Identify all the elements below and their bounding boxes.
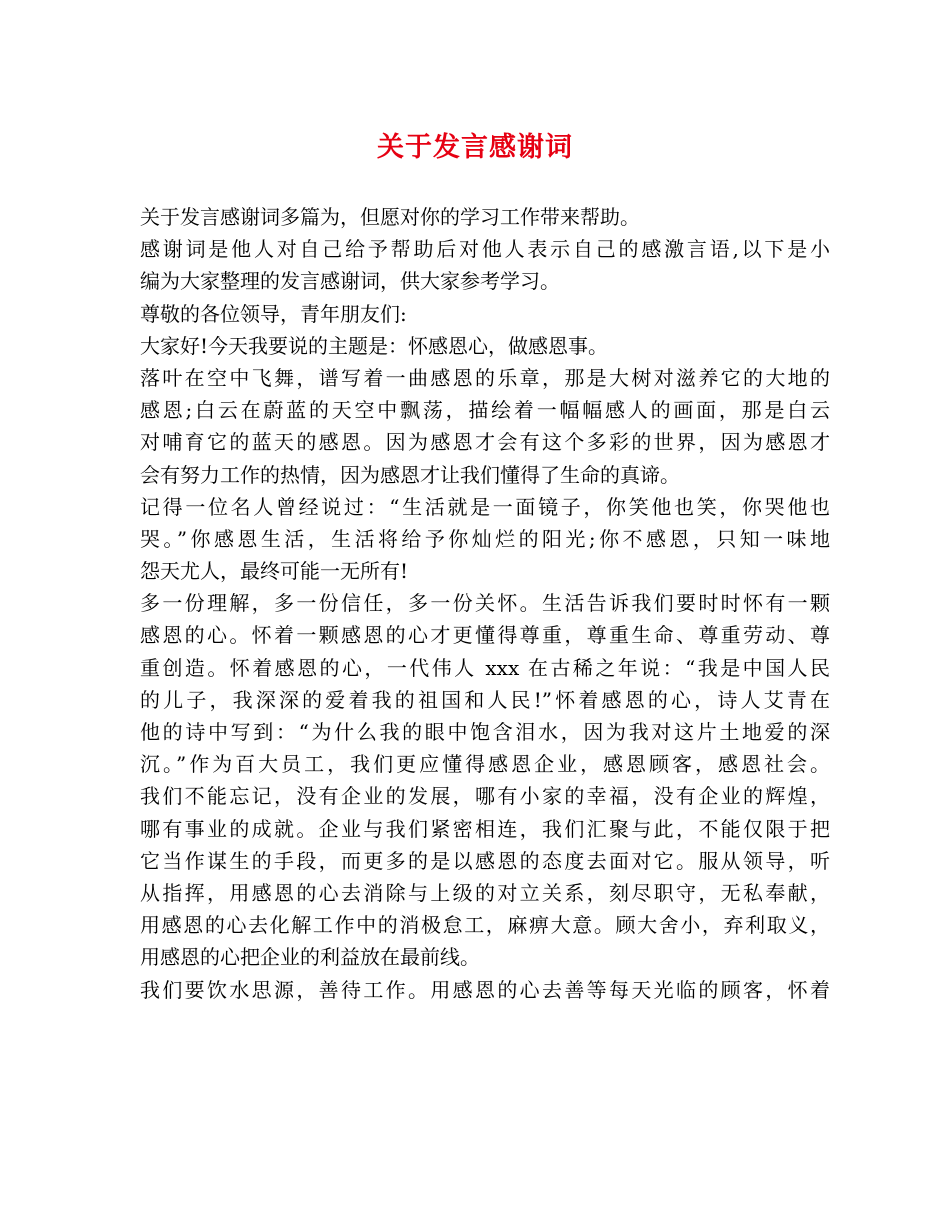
text-line: 感谢词是他人对自己给予帮助后对他人表示自己的感激言语,以下是小 bbox=[140, 237, 830, 262]
text-line: 会有努力工作的热情，因为感恩才让我们懂得了生命的真谛。 bbox=[140, 462, 680, 487]
text-line: 用感恩的心把企业的利益放在最前线。 bbox=[140, 945, 480, 970]
text-line: 多一份理解，多一份信任，多一份关怀。生活告诉我们要时时怀有一颗 bbox=[140, 591, 830, 616]
text-line: 它当作谋生的手段，而更多的是以感恩的态度去面对它。服从领导，听 bbox=[140, 848, 830, 873]
text-line: 我们要饮水思源，善待工作。用感恩的心去善等每天光临的顾客，怀着 bbox=[140, 977, 830, 1002]
text-line: 哪有事业的成就。企业与我们紧密相连，我们汇聚与此，不能仅限于把 bbox=[140, 816, 830, 841]
text-line: 重创造。怀着感恩的心，一代伟人 xxx 在古稀之年说：“我是中国人民 bbox=[140, 655, 830, 680]
text-line: 怨天尤人，最终可能一无所有! bbox=[140, 559, 409, 584]
text-line: 感恩的心。怀着一颗感恩的心才更懂得尊重，尊重生命、尊重劳动、尊 bbox=[140, 623, 830, 648]
text-line: 感恩;白云在蔚蓝的天空中飘荡，描绘着一幅幅感人的画面，那是白云 bbox=[140, 398, 830, 423]
document-title: 关于发言感谢词 bbox=[377, 132, 573, 163]
text-line: 大家好!今天我要说的主题是：怀感恩心，做感恩事。 bbox=[140, 333, 609, 358]
text-line: 落叶在空中飞舞，谱写着一曲感恩的乐章，那是大树对滋养它的大地的 bbox=[140, 365, 830, 390]
document-body bbox=[140, 201, 830, 1006]
text-line: 尊敬的各位领导，青年朋友们: bbox=[140, 301, 407, 326]
text-line: 哭。”你感恩生活，生活将给予你灿烂的阳光;你不感恩，只知一味地 bbox=[140, 526, 830, 551]
text-line: 从指挥，用感恩的心去消除与上级的对立关系，刻尽职守，无私奉献， bbox=[140, 880, 830, 905]
text-line: 沉。”作为百大员工，我们更应懂得感恩企业，感恩顾客，感恩社会。 bbox=[140, 752, 830, 777]
text-line: 我们不能忘记，没有企业的发展，哪有小家的幸福，没有企业的辉煌， bbox=[140, 784, 830, 809]
text-line: 编为大家整理的发言感谢词，供大家参考学习。 bbox=[140, 269, 560, 294]
text-line: 用感恩的心去化解工作中的消极怠工，麻痹大意。顾大舍小，弃利取义， bbox=[140, 913, 830, 938]
text-line: 记得一位名人曾经说过：“生活就是一面镜子，你笑他也笑，你哭他也 bbox=[140, 494, 830, 519]
text-line: 他的诗中写到：“为什么我的眼中饱含泪水，因为我对这片土地爱的深 bbox=[140, 720, 830, 744]
text-line: 的儿子，我深深的爱着我的祖国和人民!”怀着感恩的心，诗人艾青在 bbox=[140, 687, 830, 712]
text-line: 关于发言感谢词多篇为，但愿对你的学习工作带来帮助。 bbox=[140, 205, 640, 229]
text-line: 对哺育它的蓝天的感恩。因为感恩才会有这个多彩的世界，因为感恩才 bbox=[140, 430, 830, 455]
